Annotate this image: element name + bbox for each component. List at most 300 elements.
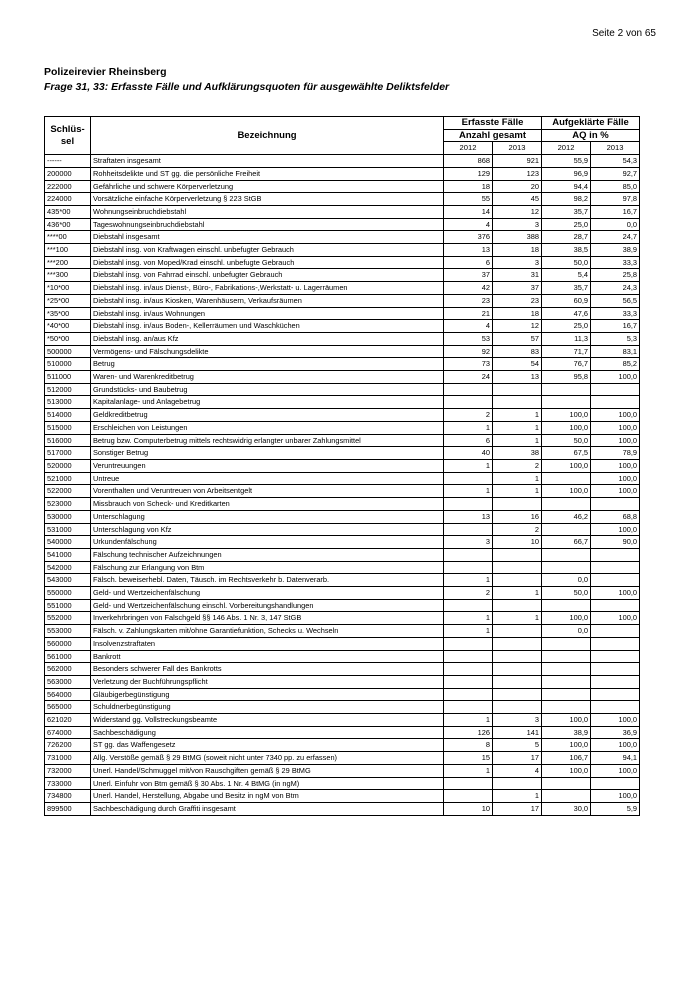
cell-name: Besonders schwerer Fall des Bankrotts (91, 663, 444, 676)
cell-name: Diebstahl insg. von Fahrrad einschl. unbefugter Gebrauch (91, 269, 444, 282)
document-title: Polizeirevier Rheinsberg (44, 66, 167, 78)
table-row (45, 574, 640, 587)
cell-cases-2012 (444, 523, 493, 536)
cell-name: Vermögens- und Fälschungsdelikte (91, 345, 444, 358)
cell-name: Rohheitsdelikte und ST gg. die persönliche Freiheit (91, 167, 444, 180)
cell-cases-2012: 18 (444, 180, 493, 193)
cell-rate-2012 (542, 650, 591, 663)
cell-rate-2013: 36,9 (591, 726, 640, 739)
cell-name: Wohnungseinbruchdiebstahl (91, 205, 444, 218)
cell-rate-2013: 0,0 (591, 218, 640, 231)
cell-name: Widerstand gg. Vollstreckungsbeamte (91, 714, 444, 727)
cell-rate-2012 (542, 523, 591, 536)
cell-rate-2013: 5,9 (591, 802, 640, 815)
cell-key: ***200 (45, 256, 91, 269)
cell-cases-2013: 1 (493, 790, 542, 803)
cell-rate-2013: 100,0 (591, 587, 640, 600)
cell-rate-2012: 100,0 (542, 485, 591, 498)
cell-rate-2013: 100,0 (591, 434, 640, 447)
cell-name: Diebstahl insg. in/aus Dienst-, Büro-, Fabrikations-,Werkstatt- u. Lagerräumen (91, 282, 444, 295)
cell-rate-2012 (542, 396, 591, 409)
cell-cases-2012 (444, 701, 493, 714)
cell-key: ------ (45, 155, 91, 168)
cell-key: 436*00 (45, 218, 91, 231)
cell-key: ****00 (45, 231, 91, 244)
cell-name: Diebstahl insg. an/aus Kfz (91, 332, 444, 345)
cell-cases-2012: 1 (444, 459, 493, 472)
cell-cases-2012: 53 (444, 332, 493, 345)
cell-rate-2012 (542, 790, 591, 803)
cell-cases-2012: 13 (444, 510, 493, 523)
table-row (45, 802, 640, 815)
cell-rate-2013: 83,1 (591, 345, 640, 358)
cell-name: Insolvenzstraftaten (91, 637, 444, 650)
cell-cases-2013 (493, 396, 542, 409)
cell-name: Diebstahl insg. in/aus Wohnungen (91, 307, 444, 320)
cell-key: 511000 (45, 371, 91, 384)
cell-rate-2012: 71,7 (542, 345, 591, 358)
cell-key: 550000 (45, 587, 91, 600)
cell-cases-2013: 23 (493, 294, 542, 307)
cell-cases-2012: 3 (444, 536, 493, 549)
cell-rate-2013 (591, 625, 640, 638)
table-row (45, 244, 640, 257)
cell-cases-2012: 126 (444, 726, 493, 739)
cell-cases-2012: 21 (444, 307, 493, 320)
cell-rate-2013: 54,3 (591, 155, 640, 168)
cell-cases-2013 (493, 548, 542, 561)
table-row (45, 307, 640, 320)
cell-rate-2012: 60,9 (542, 294, 591, 307)
group-header-cleared: Aufgeklärte Fälle (542, 117, 640, 130)
cell-key: 564000 (45, 688, 91, 701)
cell-cases-2013: 3 (493, 218, 542, 231)
cell-name: Urkundenfälschung (91, 536, 444, 549)
cell-key: 899500 (45, 802, 91, 815)
table-row (45, 383, 640, 396)
cell-rate-2012: 100,0 (542, 409, 591, 422)
cell-rate-2012 (542, 599, 591, 612)
cell-rate-2012 (542, 663, 591, 676)
cell-cases-2012 (444, 663, 493, 676)
cell-name: Fälsch. v. Zahlungskarten mit/ohne Garantiefunktion, Schecks u. Wechseln (91, 625, 444, 638)
cell-cases-2013: 1 (493, 612, 542, 625)
table-row (45, 587, 640, 600)
cell-name: Veruntreuungen (91, 459, 444, 472)
table-row (45, 790, 640, 803)
cell-cases-2012: 2 (444, 409, 493, 422)
cell-rate-2012: 25,0 (542, 218, 591, 231)
cell-cases-2013: 1 (493, 434, 542, 447)
cell-name: Bankrott (91, 650, 444, 663)
cell-name: Geld- und Wertzeichenfälschung (91, 587, 444, 600)
table-row (45, 739, 640, 752)
cell-cases-2013: 5 (493, 739, 542, 752)
column-header-key (45, 117, 91, 155)
cell-name: Unerl. Einfuhr von Btm gemäß § 30 Abs. 1 Nr. 4 BtMG (in ngM) (91, 777, 444, 790)
cell-rate-2013: 97,8 (591, 193, 640, 206)
cell-rate-2013: 24,3 (591, 282, 640, 295)
cell-cases-2013 (493, 599, 542, 612)
cell-cases-2013: 37 (493, 282, 542, 295)
cell-cases-2013: 2 (493, 459, 542, 472)
cell-cases-2012: 6 (444, 434, 493, 447)
cell-cases-2013: 38 (493, 447, 542, 460)
cell-rate-2012: 0,0 (542, 625, 591, 638)
cell-key: 520000 (45, 459, 91, 472)
cell-cases-2012: 42 (444, 282, 493, 295)
cell-cases-2012: 868 (444, 155, 493, 168)
cell-key: 551000 (45, 599, 91, 612)
cell-key: 562000 (45, 663, 91, 676)
cell-key: 553000 (45, 625, 91, 638)
table-row (45, 472, 640, 485)
cell-key: *50*00 (45, 332, 91, 345)
table-row (45, 510, 640, 523)
cell-cases-2013 (493, 574, 542, 587)
cell-rate-2013 (591, 498, 640, 511)
cell-rate-2012: 50,0 (542, 434, 591, 447)
cell-cases-2013: 10 (493, 536, 542, 549)
cell-cases-2013: 17 (493, 752, 542, 765)
table-row (45, 675, 640, 688)
cell-cases-2012 (444, 383, 493, 396)
cell-rate-2012 (542, 383, 591, 396)
cell-rate-2013 (591, 396, 640, 409)
cell-cases-2013: 1 (493, 587, 542, 600)
cell-name: Sonstiger Betrug (91, 447, 444, 460)
table-row (45, 523, 640, 536)
cell-cases-2012: 24 (444, 371, 493, 384)
cell-rate-2013 (591, 777, 640, 790)
cell-name: Grundstücks- und Baubetrug (91, 383, 444, 396)
cell-rate-2012: 50,0 (542, 256, 591, 269)
document-subtitle: Frage 31, 33: Erfasste Fälle und Aufklärungsquoten für ausgewählte Deliktsfelder (44, 81, 450, 93)
cell-cases-2013: 13 (493, 371, 542, 384)
cell-rate-2013 (591, 650, 640, 663)
table-row (45, 205, 640, 218)
table-row (45, 485, 640, 498)
cell-cases-2013: 123 (493, 167, 542, 180)
table-row (45, 155, 640, 168)
cell-rate-2013: 25,8 (591, 269, 640, 282)
cell-rate-2013 (591, 574, 640, 587)
column-header-key-label: Schlüs- sel (50, 123, 85, 147)
cell-key: 541000 (45, 548, 91, 561)
cell-rate-2013: 100,0 (591, 714, 640, 727)
cell-cases-2012: 15 (444, 752, 493, 765)
cell-name: ST gg. das Waffengesetz (91, 739, 444, 752)
cell-name: Verletzung der Buchführungspflicht (91, 675, 444, 688)
cell-rate-2013 (591, 383, 640, 396)
cell-rate-2013: 100,0 (591, 409, 640, 422)
cell-cases-2013 (493, 688, 542, 701)
cell-key: *25*00 (45, 294, 91, 307)
cell-cases-2013: 388 (493, 231, 542, 244)
cell-key: 510000 (45, 358, 91, 371)
cell-cases-2013: 18 (493, 307, 542, 320)
cell-name: Tageswohnungseinbruchdiebstahl (91, 218, 444, 231)
cell-key: 621020 (45, 714, 91, 727)
table-row (45, 447, 640, 460)
cell-cases-2013: 1 (493, 409, 542, 422)
cell-cases-2012: 1 (444, 625, 493, 638)
cell-rate-2013 (591, 548, 640, 561)
cell-rate-2012: 47,6 (542, 307, 591, 320)
cell-rate-2012 (542, 498, 591, 511)
cell-rate-2012: 25,0 (542, 320, 591, 333)
cell-name: Gläubigerbegünstigung (91, 688, 444, 701)
table-row (45, 231, 640, 244)
cell-rate-2012: 66,7 (542, 536, 591, 549)
cell-key: 224000 (45, 193, 91, 206)
cell-rate-2013: 92,7 (591, 167, 640, 180)
cell-name: Fälschung zur Erlangung von Btm (91, 561, 444, 574)
cell-name: Fälschung technischer Aufzeichnungen (91, 548, 444, 561)
cell-rate-2013: 100,0 (591, 459, 640, 472)
cell-cases-2012 (444, 396, 493, 409)
table-row (45, 180, 640, 193)
cell-rate-2012: 94,4 (542, 180, 591, 193)
cell-rate-2012: 0,0 (542, 574, 591, 587)
cell-rate-2012 (542, 701, 591, 714)
cell-rate-2013 (591, 561, 640, 574)
table-row (45, 663, 640, 676)
cell-name: Diebstahl insgesamt (91, 231, 444, 244)
cell-key: 561000 (45, 650, 91, 663)
cell-rate-2012: 30,0 (542, 802, 591, 815)
cell-key: 530000 (45, 510, 91, 523)
cell-name: Vorsätzliche einfache Körperverletzung § 223 StGB (91, 193, 444, 206)
cell-name: Geld- und Wertzeichenfälschung einschl. Vorbereitungshandlungen (91, 599, 444, 612)
cell-cases-2012 (444, 561, 493, 574)
cell-key: *10*00 (45, 282, 91, 295)
table-row (45, 637, 640, 650)
table-row (45, 561, 640, 574)
cell-cases-2012: 23 (444, 294, 493, 307)
cell-name: Unterschlagung von Kfz (91, 523, 444, 536)
cell-cases-2012 (444, 548, 493, 561)
cell-key: 733000 (45, 777, 91, 790)
cell-rate-2012: 96,9 (542, 167, 591, 180)
year-header: 2013 (493, 142, 542, 155)
cell-key: ***300 (45, 269, 91, 282)
group-header-cases: Erfasste Fälle (444, 117, 542, 130)
subheader-clearance-rate: AQ in % (542, 129, 640, 142)
cell-rate-2013 (591, 701, 640, 714)
cell-cases-2012: 1 (444, 612, 493, 625)
cell-rate-2013: 16,7 (591, 320, 640, 333)
cell-cases-2012 (444, 675, 493, 688)
cell-key: 512000 (45, 383, 91, 396)
cell-cases-2013 (493, 625, 542, 638)
cell-key: 565000 (45, 701, 91, 714)
subheader-count-total: Anzahl gesamt (444, 129, 542, 142)
cell-cases-2013: 3 (493, 256, 542, 269)
table-row (45, 625, 640, 638)
cell-rate-2013: 90,0 (591, 536, 640, 549)
cell-rate-2013 (591, 688, 640, 701)
column-header-name: Bezeichnung (91, 117, 444, 155)
cell-rate-2013: 100,0 (591, 739, 640, 752)
cell-rate-2012: 100,0 (542, 459, 591, 472)
cell-rate-2013 (591, 675, 640, 688)
cell-rate-2012: 46,2 (542, 510, 591, 523)
cell-key: 523000 (45, 498, 91, 511)
cell-rate-2012: 28,7 (542, 231, 591, 244)
cell-rate-2012 (542, 472, 591, 485)
table-row (45, 320, 640, 333)
cell-cases-2013 (493, 637, 542, 650)
cell-name: Untreue (91, 472, 444, 485)
cell-cases-2013: 54 (493, 358, 542, 371)
cell-cases-2012 (444, 599, 493, 612)
cell-rate-2013 (591, 599, 640, 612)
cell-rate-2013: 5,3 (591, 332, 640, 345)
cell-key: 521000 (45, 472, 91, 485)
cell-cases-2013 (493, 650, 542, 663)
cell-name: Waren- und Warenkreditbetrug (91, 371, 444, 384)
cell-name: Schuldnerbegünstigung (91, 701, 444, 714)
cell-cases-2012: 92 (444, 345, 493, 358)
cell-cases-2013 (493, 701, 542, 714)
cell-name: Unerl. Handel, Herstellung, Abgabe und Besitz in ngM von Btm (91, 790, 444, 803)
cell-key: 515000 (45, 421, 91, 434)
cell-cases-2013: 20 (493, 180, 542, 193)
cell-rate-2013: 100,0 (591, 421, 640, 434)
table-row (45, 167, 640, 180)
cell-cases-2012: 1 (444, 421, 493, 434)
cell-name: Betrug (91, 358, 444, 371)
cell-rate-2012: 67,5 (542, 447, 591, 460)
cell-rate-2012 (542, 777, 591, 790)
table-row (45, 434, 640, 447)
cell-cases-2012: 55 (444, 193, 493, 206)
table-row (45, 612, 640, 625)
year-header: 2012 (444, 142, 493, 155)
cell-rate-2012: 35,7 (542, 282, 591, 295)
table-row (45, 777, 640, 790)
cell-key: 734800 (45, 790, 91, 803)
cell-key: *40*00 (45, 320, 91, 333)
cell-rate-2012: 50,0 (542, 587, 591, 600)
cell-cases-2012: 4 (444, 320, 493, 333)
cell-cases-2012 (444, 498, 493, 511)
table-row (45, 650, 640, 663)
cell-cases-2012 (444, 637, 493, 650)
cell-cases-2013: 921 (493, 155, 542, 168)
cell-cases-2013: 12 (493, 320, 542, 333)
cell-rate-2013: 38,9 (591, 244, 640, 257)
cell-cases-2013: 2 (493, 523, 542, 536)
cell-name: Diebstahl insg. in/aus Kiosken, Warenhäusern, Verkaufsräumen (91, 294, 444, 307)
cell-cases-2012 (444, 650, 493, 663)
cell-name: Diebstahl insg. in/aus Boden-, Kellerräumen und Waschküchen (91, 320, 444, 333)
cell-rate-2013 (591, 637, 640, 650)
page-number: Seite 2 von 65 (592, 28, 656, 39)
cell-cases-2012: 1 (444, 574, 493, 587)
cell-cases-2012 (444, 777, 493, 790)
cell-cases-2013: 31 (493, 269, 542, 282)
cell-cases-2012: 10 (444, 802, 493, 815)
cell-rate-2012: 100,0 (542, 714, 591, 727)
table-row (45, 218, 640, 231)
cell-rate-2012 (542, 548, 591, 561)
table-row (45, 752, 640, 765)
cell-rate-2013 (591, 663, 640, 676)
cell-cases-2012: 129 (444, 167, 493, 180)
cell-rate-2013: 24,7 (591, 231, 640, 244)
cell-cases-2013: 12 (493, 205, 542, 218)
cell-key: 531000 (45, 523, 91, 536)
cell-name: Unterschlagung (91, 510, 444, 523)
cell-key: 514000 (45, 409, 91, 422)
cell-name: Sachbeschädigung durch Graffiti insgesamt (91, 802, 444, 815)
cell-rate-2013: 100,0 (591, 472, 640, 485)
year-header: 2012 (542, 142, 591, 155)
cell-rate-2012 (542, 688, 591, 701)
table-row (45, 421, 640, 434)
cell-cases-2013: 45 (493, 193, 542, 206)
cell-cases-2012: 14 (444, 205, 493, 218)
cell-key: 517000 (45, 447, 91, 460)
cell-rate-2012: 100,0 (542, 421, 591, 434)
cell-name: Gefährliche und schwere Körperverletzung (91, 180, 444, 193)
cell-cases-2012: 1 (444, 485, 493, 498)
cell-name: Unerl. Handel/Schmuggel mit/von Rauschgiften gemäß § 29 BtMG (91, 764, 444, 777)
table-row (45, 358, 640, 371)
cell-rate-2013: 100,0 (591, 790, 640, 803)
cell-name: Fälsch. beweiserhebl. Daten, Täusch. im Rechtsverkehr b. Datenverarb. (91, 574, 444, 587)
cell-rate-2013: 100,0 (591, 485, 640, 498)
cell-key: 435*00 (45, 205, 91, 218)
cell-cases-2013: 16 (493, 510, 542, 523)
cell-rate-2013: 100,0 (591, 612, 640, 625)
cell-key: 516000 (45, 434, 91, 447)
cell-key: 522000 (45, 485, 91, 498)
table-row (45, 371, 640, 384)
table-row (45, 688, 640, 701)
cell-name: Allg. Verstöße gemäß § 29 BtMG (soweit nicht unter 7340 pp. zu erfassen) (91, 752, 444, 765)
table-row (45, 548, 640, 561)
cell-key: 543000 (45, 574, 91, 587)
cell-cases-2012: 376 (444, 231, 493, 244)
cell-rate-2013: 94,1 (591, 752, 640, 765)
cell-rate-2013: 16,7 (591, 205, 640, 218)
table-row (45, 256, 640, 269)
cell-cases-2012: 37 (444, 269, 493, 282)
cell-cases-2013 (493, 675, 542, 688)
cell-key: 563000 (45, 675, 91, 688)
table-row (45, 345, 640, 358)
cell-cases-2013: 83 (493, 345, 542, 358)
cell-cases-2013 (493, 777, 542, 790)
table-row (45, 332, 640, 345)
cell-name: Inverkehrbringen von Falschgeld §§ 146 Abs. 1 Nr. 3, 147 StGB (91, 612, 444, 625)
crime-statistics-table (44, 116, 640, 816)
cell-rate-2013: 78,9 (591, 447, 640, 460)
cell-cases-2012: 1 (444, 714, 493, 727)
cell-cases-2012: 6 (444, 256, 493, 269)
table-row (45, 764, 640, 777)
cell-cases-2012 (444, 688, 493, 701)
cell-name: Sachbeschädigung (91, 726, 444, 739)
cell-cases-2013: 17 (493, 802, 542, 815)
cell-cases-2012: 40 (444, 447, 493, 460)
cell-cases-2013: 3 (493, 714, 542, 727)
cell-cases-2013: 4 (493, 764, 542, 777)
cell-key: 222000 (45, 180, 91, 193)
